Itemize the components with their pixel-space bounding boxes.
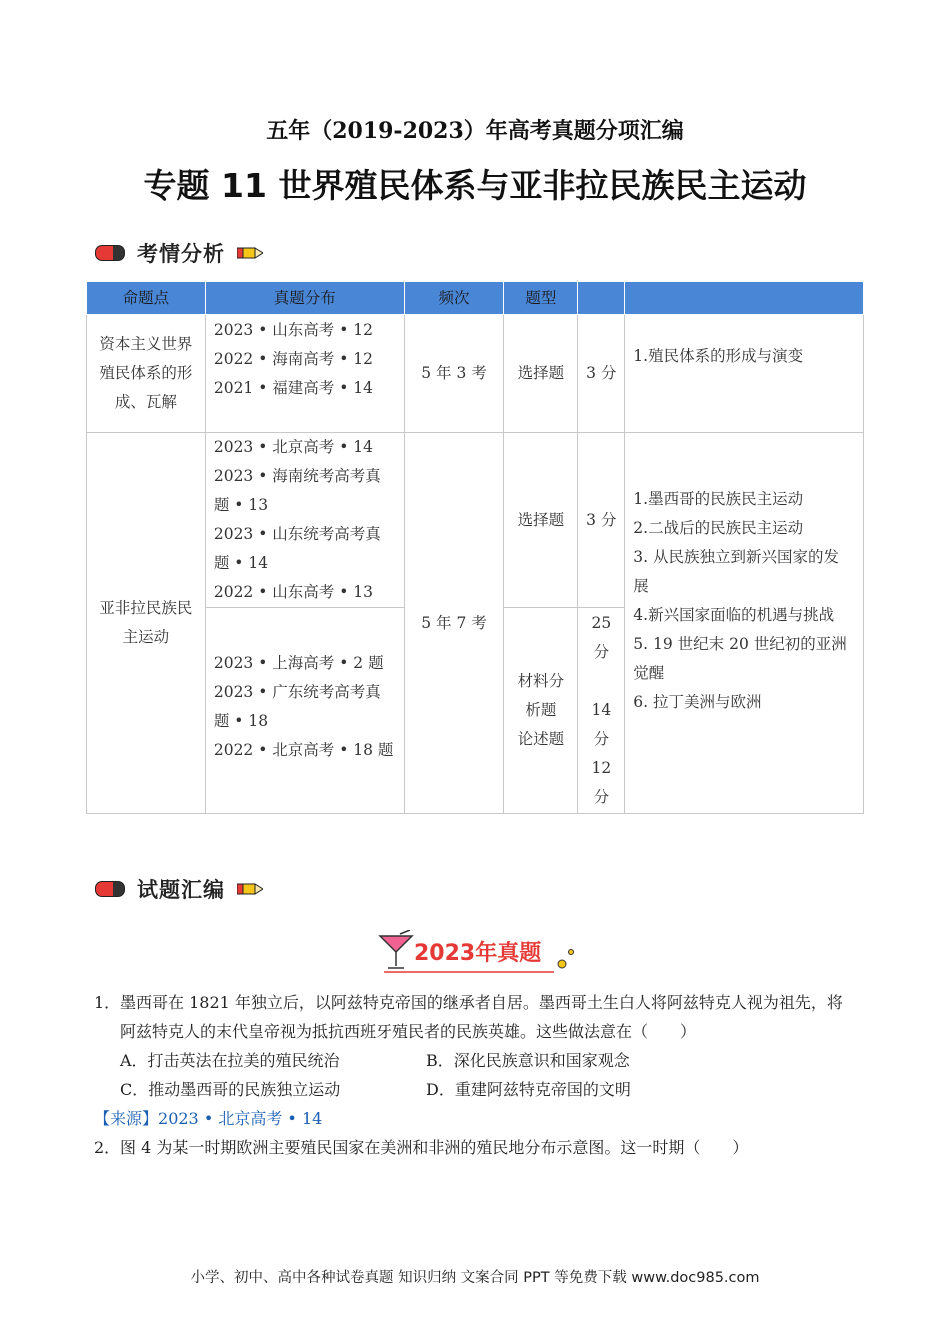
option-d: D．重建阿兹特克帝国的文明	[426, 1080, 631, 1099]
analysis-table	[86, 281, 864, 814]
option-c: C．推动墨西哥的民族独立运动	[120, 1080, 341, 1099]
dist-line: 2023 • 上海高考 • 2 题	[213, 654, 384, 672]
question-number: 1．	[94, 993, 121, 1012]
topic-line: 主运动	[122, 628, 170, 646]
type-line: 论述题	[517, 730, 565, 748]
topic-cell	[87, 433, 206, 814]
points-cell	[625, 315, 864, 433]
type-line: 析题	[525, 701, 557, 719]
question-text: 图 4 为某一时期欧洲主要殖民国家在美洲和非洲的殖民地分布示意图。这一时期（ ）	[120, 1138, 749, 1157]
topic-line: 资本主义世界	[99, 335, 193, 353]
section-header-questions	[95, 874, 263, 904]
dist-line: 2023 • 广东统考高考真	[213, 683, 381, 701]
option-a: A．打击英法在拉美的殖民统治	[120, 1051, 340, 1070]
year-badge	[378, 930, 578, 976]
frequency-cell: 5 年 7 考	[404, 433, 504, 814]
distribution-cell	[205, 433, 404, 608]
table-row	[87, 433, 864, 608]
dist-line: 2023 • 北京高考 • 14	[213, 438, 374, 456]
point-line: 5. 19 世纪末 20 世纪初的亚洲	[633, 635, 847, 653]
header-cell: 频次	[404, 282, 504, 315]
table-row	[87, 315, 864, 433]
dist-line: 2021 • 福建高考 • 14	[213, 379, 374, 397]
topic-line: 殖民体系的形	[99, 364, 193, 382]
section-header-analysis	[95, 238, 263, 268]
pill-icon	[95, 245, 125, 261]
score-line: 25	[591, 614, 612, 632]
dist-line: 2023 • 海南统考高考真	[213, 467, 381, 485]
dist-line: 题 • 13	[213, 496, 269, 514]
badge-label: 2023年真题	[414, 941, 542, 966]
point-line: 1.殖民体系的形成与演变	[633, 347, 804, 365]
dist-line: 2022 • 海南高考 • 12	[213, 350, 374, 368]
section-label-questions: 试题汇编	[137, 878, 225, 902]
score-cell: 3 分	[578, 315, 625, 433]
dist-line: 2023 • 山东高考 • 12	[213, 321, 374, 339]
score-line: 分	[593, 788, 610, 806]
point-line: 觉醒	[633, 664, 665, 682]
dist-line: 题 • 18	[213, 712, 269, 730]
score-line	[579, 667, 623, 696]
type-line: 材料分	[517, 672, 565, 690]
score-line: 14	[591, 701, 612, 719]
header-cell: 题型	[504, 282, 578, 315]
table-header-row	[87, 282, 864, 315]
source-line	[94, 1104, 322, 1133]
question-text: 阿兹特克人的末代皇帝视为抵抗西班牙殖民者的民族英雄。这些做法意在（ ）	[120, 1022, 697, 1041]
type-cell: 选择题	[504, 433, 578, 608]
point-line: 展	[633, 577, 649, 595]
dist-line: 2022 • 北京高考 • 18 题	[213, 741, 394, 759]
pencil-icon	[237, 246, 263, 260]
type-cell	[504, 608, 578, 814]
dist-line: 题 • 14	[213, 554, 269, 572]
score-line: 分	[593, 730, 610, 748]
score-cell	[578, 608, 625, 814]
score-line: 分	[593, 643, 610, 661]
header-cell: 命题点	[87, 282, 206, 315]
pill-icon	[95, 881, 125, 897]
source-text: 2023 • 北京高考 • 14	[158, 1109, 323, 1128]
document-subtitle: 五年（2019-2023）年高考真题分项汇编	[266, 118, 684, 144]
section-label-analysis: 考情分析	[137, 242, 225, 266]
frequency-cell: 5 年 3 考	[404, 315, 504, 433]
topic-line: 亚非拉民族民	[99, 599, 193, 617]
point-line: 3. 从民族独立到新兴国家的发	[633, 548, 840, 566]
footer: 小学、初中、高中各种试卷真题 知识归纳 文案合同 PPT 等免费下载 www.doc985.com	[190, 1270, 760, 1286]
document-title: 专题 11 世界殖民体系与亚非拉民族民主运动	[143, 166, 807, 205]
topic-cell	[87, 315, 206, 433]
point-line: 4.新兴国家面临的机遇与挑战	[633, 606, 835, 624]
score-line: 12	[591, 759, 612, 777]
point-line: 1.墨西哥的民族民主运动	[633, 490, 804, 508]
point-line: 6. 拉丁美洲与欧洲	[633, 693, 762, 711]
type-cell: 选择题	[504, 315, 578, 433]
dist-line: 2023 • 山东统考高考真	[213, 525, 381, 543]
points-cell	[625, 433, 864, 814]
header-cell: 真题分布	[205, 282, 404, 315]
pencil-icon	[237, 882, 263, 896]
option-b: B．深化民族意识和国家观念	[426, 1051, 630, 1070]
header-cell	[625, 282, 864, 315]
topic-line: 成、瓦解	[114, 393, 177, 411]
score-cell: 3 分	[578, 433, 625, 608]
dist-line: 2022 • 山东高考 • 13	[213, 583, 374, 601]
point-line: 2.二战后的民族民主运动	[633, 519, 804, 537]
question-number: 2．	[94, 1138, 121, 1157]
header-cell	[578, 282, 625, 315]
source-tag: 【来源】	[94, 1109, 159, 1128]
distribution-cell	[205, 608, 404, 814]
distribution-cell	[205, 315, 404, 433]
question-text: 墨西哥在 1821 年独立后，以阿兹特克帝国的继承者自居。墨西哥土生白人将阿兹特克人视为祖先，将	[120, 993, 843, 1012]
